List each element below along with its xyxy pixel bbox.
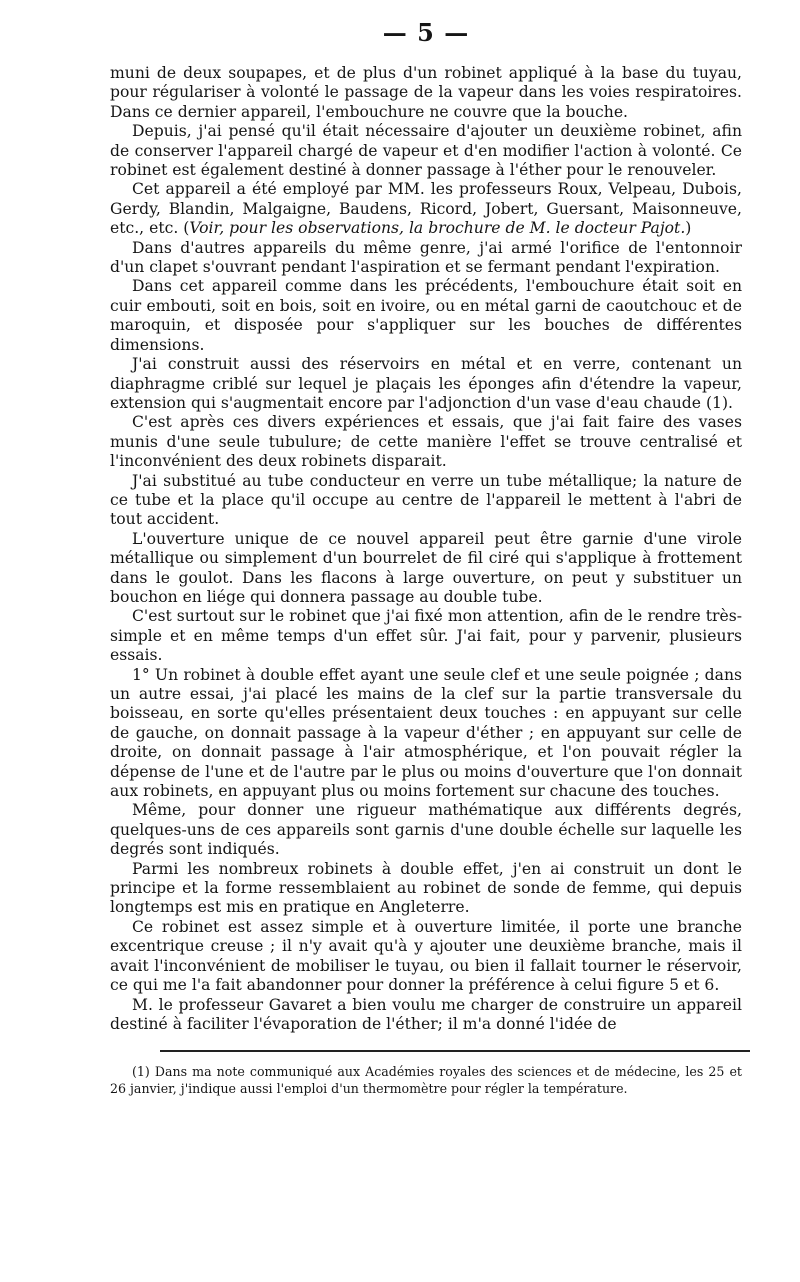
paragraph-13: Ce robinet est assez simple et à ouverture limitée, il porte une branche excentrique creuse ; il n'y avait qu'à y ajouter une deuxième branche, mais il avait l'inconvénient de mobiliser le tuyau, ou bien il fallait tourner le réservoir, ce qui me l'a fait abandonner pour donner la préférence à celui figure 5 et 6. [110,917,742,995]
paragraph-6: C'est après ces divers expériences et essais, que j'ai fait faire des vases munis d'une seule tubulure; de cette manière l'effet se trouve centralisé et l'inconvénient des deux robinets disparait. [110,413,742,471]
paragraph-1: muni de deux soupapes, et de plus d'un robinet appliqué à la base du tuyau, pour régulariser à volonté le passage de la vapeur dans les voies respiratoires. Dans ce dernier appareil, l'embouchure ne couvre que la bouche. [110,64,742,121]
paragraph-4: Dans cet appareil comme dans les précédents, l'embouchure était soit en cuir embouti, soit en bois, soit en ivoire, ou en métal garni de caoutchouc et de maroquin, et disposée pour s'appliquer sur les bouches de différentes dimensions. [110,277,742,354]
employ-text: Cet appareil a été employé par MM. les professeurs Roux, Velpeau, Dubois, Gerdy, Blandin, Malgaigne, Baudens, Ricord, Jobert, Guersant, Maisonneuve, etc., etc. ( [110,180,742,238]
paragraph-9: C'est surtout sur le robinet que j'ai fixé mon attention, afin de le rendre très-simple et en même temps d'un effet sûr. J'ai fait, pour y parvenir, plusieurs essais. [110,607,742,665]
paragraph-3: Dans d'autres appareils du même genre, j'ai armé l'orifice de l'entonnoir d'un clapet s'ouvrant pendant l'aspiration et se fermant pendant l'expiration. [110,238,742,277]
paragraph-5: J'ai construit aussi des réservoirs en métal et en verre, contenant un diaphragme criblé sur lequel je plaçais les éponges afin d'étendre la vapeur, extension qui s'augmentait encore par l'adjonction d'un vase d'eau chaude (1). [110,355,742,412]
book-page [110,18,742,1268]
employ-close: ) [685,219,692,238]
paragraph-employ [110,180,742,238]
paragraph-12: Parmi les nombreux robinets à double effet, j'en ai construit un dont le principe et la forme ressemblaient au robinet de sonde de femme, qui depuis longtemps est mis en pratique en Angleterre. [110,859,742,917]
paragraph-14: M. le professeur Gavaret a bien voulu me charger de construire un appareil destiné à faciliter l'évaporation de l'éther; il m'a donné l'idée de [110,995,742,1033]
paragraph-7: J'ai substitué au tube conducteur en verre un tube métallique; la nature de ce tube et la place qu'il occupe au centre de l'appareil le mettent à l'abri de tout accident. [110,471,742,529]
paragraph-8: L'ouverture unique de ce nouvel appareil peut être garnie d'une virole métallique ou simplement d'un bourrelet de fil ciré qui s'applique à frottement dans le goulot. Dans les flacons à large ouverture, on peut y substituer un bouchon en liége qui donnera passage au double tube. [110,529,742,606]
page-number: — 5 — [382,18,470,47]
body-text [110,64,742,1034]
paragraph-2: Depuis, j'ai pensé qu'il était nécessaire d'ajouter un deuxième robinet, afin de conserver l'appareil chargé de vapeur et d'en modifier l'action à volonté. Ce robinet est également destiné à donner passage à l'éther pour le renouveler. [110,122,742,180]
footnote-divider [160,1050,750,1052]
paragraph-10: 1° Un robinet à double effet ayant une seule clef et une seule poignée ; dans un autre essai, j'ai placé les mains de la clef sur la partie transversale du boisseau, en sorte qu'elles présentaient deux touches : en appuyant sur celle de gauche, on donnait passage à la vapeur d'éther ; en appuyant sur celle de droite, on donnait passage à l'air atmosphérique, et l'on pouvait régler la dépense de l'une et de l'autre par le plus ou moins d'ouverture que l'on donnait aux robinets, en appuyant plus ou moins fortement sur chacune des touches. [110,665,742,801]
paragraph-11: Même, pour donner une rigueur mathématique aux différents degrés, quelques-uns de ces appareils sont garnis d'une double échelle sur laquelle les degrés sont indiqués. [110,801,742,859]
employ-italic-reference: Voir, pour les observations, la brochure de M. le docteur Pajot. [189,219,686,238]
footnote: (1) Dans ma note communiqué aux Académies royales des sciences et de médecine, les 25 et 26 janvier, j'indique aussi l'emploi d'un thermomètre pour régler la température. [110,1064,742,1096]
